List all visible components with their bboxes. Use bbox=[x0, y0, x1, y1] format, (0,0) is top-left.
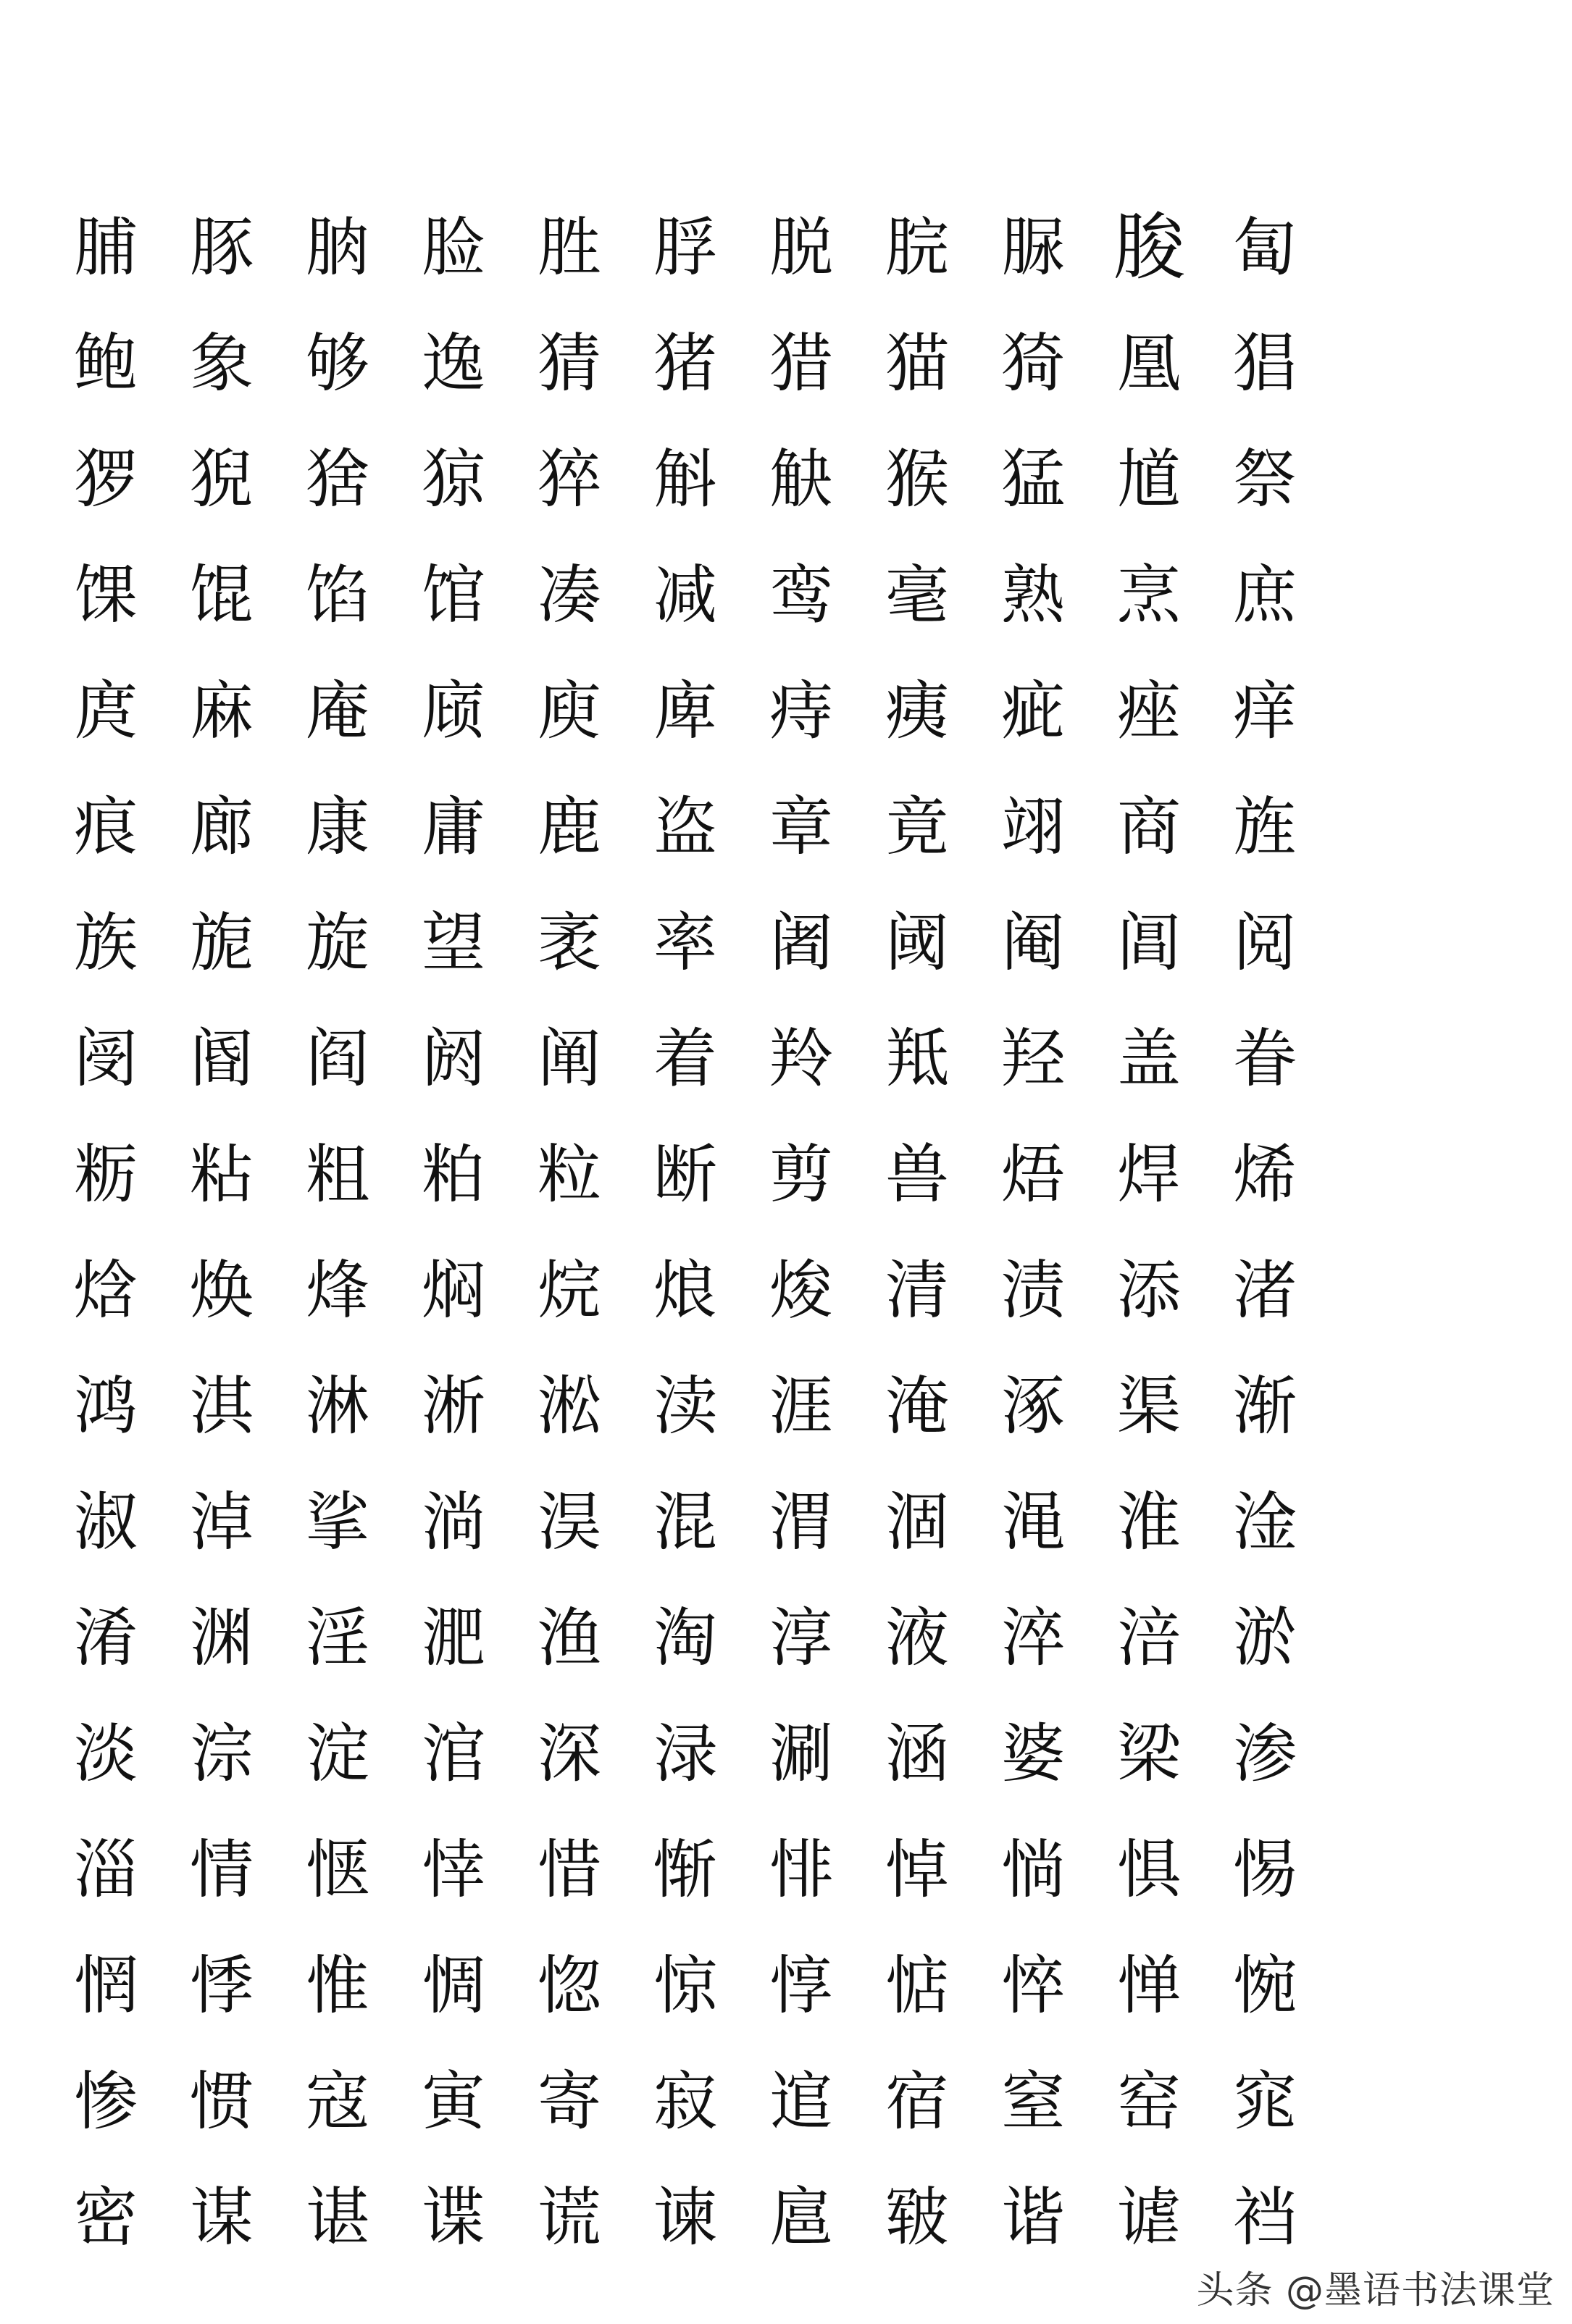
character-cell: 裆 bbox=[1232, 2180, 1297, 2254]
character-cell: 袤 bbox=[537, 905, 601, 980]
character-cell: 脬 bbox=[653, 210, 717, 285]
character-cell: 烹 bbox=[1116, 558, 1181, 632]
character-cell: 渎 bbox=[653, 1369, 717, 1443]
character-cell: 淝 bbox=[421, 1601, 485, 1675]
character-cell: 脱 bbox=[769, 210, 833, 285]
character-cell: 渊 bbox=[189, 1601, 254, 1675]
character-cell: 旋 bbox=[305, 905, 369, 980]
character-cell: 惆 bbox=[421, 1948, 485, 2023]
character-cell: 惝 bbox=[1000, 1832, 1065, 1907]
character-cell: 谋 bbox=[189, 2180, 254, 2254]
character-cell: 液 bbox=[885, 1601, 949, 1675]
character-cell: 寇 bbox=[305, 2064, 369, 2139]
character-cell: 淮 bbox=[1116, 1485, 1181, 1559]
character-cell: 阐 bbox=[537, 1021, 601, 1096]
character-cell: 渐 bbox=[1232, 1369, 1297, 1443]
character-cell: 庳 bbox=[653, 674, 717, 748]
character-cell: 淄 bbox=[73, 1832, 138, 1907]
character-cell: 率 bbox=[653, 905, 717, 980]
character-cell: 阌 bbox=[73, 1021, 138, 1096]
character-cell: 康 bbox=[305, 789, 369, 864]
character-cell: 淘 bbox=[653, 1601, 717, 1675]
character-cell: 章 bbox=[769, 789, 833, 864]
character-cell: 淤 bbox=[1232, 1601, 1297, 1675]
character-cell: 够 bbox=[305, 326, 369, 400]
character-cell: 渗 bbox=[1232, 1716, 1297, 1791]
character-row bbox=[48, 1233, 1323, 1348]
character-cell: 淖 bbox=[189, 1485, 254, 1559]
character-cell: 粗 bbox=[305, 1137, 369, 1212]
character-cell: 猡 bbox=[73, 442, 138, 516]
character-cell: 悸 bbox=[189, 1948, 254, 2023]
character-cell: 涸 bbox=[885, 1485, 949, 1559]
character-cell: 脸 bbox=[421, 210, 485, 285]
character-cell: 渑 bbox=[1000, 1485, 1065, 1559]
character-cell: 庾 bbox=[537, 674, 601, 748]
character-cell: 匐 bbox=[1232, 210, 1297, 285]
character-cell: 猗 bbox=[1000, 326, 1065, 400]
character-cell: 悼 bbox=[885, 1832, 949, 1907]
character-row bbox=[48, 2160, 1323, 2275]
character-cell: 阍 bbox=[189, 1021, 254, 1096]
character-cell: 猄 bbox=[421, 442, 485, 516]
character-cell: 疵 bbox=[1000, 674, 1065, 748]
character-cell: 淑 bbox=[73, 1485, 138, 1559]
character-cell: 惜 bbox=[537, 1832, 601, 1907]
character-cell: 痕 bbox=[73, 789, 138, 864]
character-cell: 凑 bbox=[537, 558, 601, 632]
character-cell: 痒 bbox=[1232, 674, 1297, 748]
character-cell: 逸 bbox=[421, 326, 485, 400]
character-cell: 阎 bbox=[305, 1021, 369, 1096]
character-cell: 烯 bbox=[1232, 1137, 1297, 1212]
character-cell: 涫 bbox=[421, 1716, 485, 1791]
character-row bbox=[48, 1812, 1323, 1928]
character-row bbox=[48, 1464, 1323, 1580]
character-cell: 兽 bbox=[885, 1137, 949, 1212]
character-cell: 渚 bbox=[1232, 1253, 1297, 1327]
character-cell: 惚 bbox=[537, 1948, 601, 2023]
character-grid bbox=[48, 190, 1323, 2275]
character-cell: 淌 bbox=[421, 1485, 485, 1559]
character-cell: 斛 bbox=[653, 442, 717, 516]
character-cell: 脘 bbox=[885, 210, 949, 285]
character-row bbox=[48, 885, 1323, 1001]
character-cell: 旎 bbox=[189, 905, 254, 980]
character-cell: 谎 bbox=[537, 2180, 601, 2254]
character-cell: 混 bbox=[653, 1485, 717, 1559]
character-cell: 谍 bbox=[421, 2180, 485, 2254]
character-cell: 鲍 bbox=[73, 326, 138, 400]
character-cell: 族 bbox=[73, 905, 138, 980]
character-cell: 痔 bbox=[769, 674, 833, 748]
character-cell: 象 bbox=[189, 326, 254, 400]
character-cell: 猛 bbox=[1000, 442, 1065, 516]
character-cell: 猝 bbox=[537, 442, 601, 516]
character-cell: 惬 bbox=[305, 1832, 369, 1907]
character-cell: 猖 bbox=[1232, 326, 1297, 400]
character-row bbox=[48, 769, 1323, 885]
character-cell: 寅 bbox=[421, 2064, 485, 2139]
character-cell: 扈 bbox=[769, 2180, 833, 2254]
character-cell: 谑 bbox=[1116, 2180, 1181, 2254]
character-cell: 涵 bbox=[885, 1716, 949, 1791]
character-cell: 淇 bbox=[189, 1369, 254, 1443]
character-cell: 涪 bbox=[1116, 1601, 1181, 1675]
character-cell: 阊 bbox=[1116, 905, 1181, 980]
character-cell: 深 bbox=[537, 1716, 601, 1791]
character-cell: 烽 bbox=[305, 1253, 369, 1327]
character-cell: 清 bbox=[885, 1253, 949, 1327]
character-cell: 粘 bbox=[189, 1137, 254, 1212]
character-cell: 阉 bbox=[1000, 905, 1065, 980]
character-cell: 焊 bbox=[1116, 1137, 1181, 1212]
character-row bbox=[48, 653, 1323, 769]
character-cell: 馅 bbox=[305, 558, 369, 632]
character-cell: 涯 bbox=[769, 1369, 833, 1443]
character-cell: 宿 bbox=[885, 2064, 949, 2139]
character-cell: 渍 bbox=[1000, 1253, 1065, 1327]
character-cell: 淡 bbox=[73, 1716, 138, 1791]
character-cell: 盖 bbox=[1116, 1021, 1181, 1096]
character-cell: 庸 bbox=[421, 789, 485, 864]
character-cell: 焐 bbox=[1000, 1137, 1065, 1212]
character-cell: 猴 bbox=[885, 442, 949, 516]
character-cell: 羚 bbox=[769, 1021, 833, 1096]
character-cell: 寂 bbox=[653, 2064, 717, 2139]
character-cell: 着 bbox=[653, 1021, 717, 1096]
character-cell: 涮 bbox=[769, 1716, 833, 1791]
character-cell: 猫 bbox=[885, 326, 949, 400]
character-cell: 盗 bbox=[653, 789, 717, 864]
character-cell: 淬 bbox=[1000, 1601, 1065, 1675]
character-cell: 梁 bbox=[1116, 1716, 1181, 1791]
character-cell: 馄 bbox=[189, 558, 254, 632]
character-cell: 旌 bbox=[1232, 789, 1297, 864]
character-cell: 廊 bbox=[189, 789, 254, 864]
character-cell: 惋 bbox=[1232, 1948, 1297, 2023]
character-cell: 悱 bbox=[769, 1832, 833, 1907]
character-row bbox=[48, 2044, 1323, 2160]
character-cell: 惟 bbox=[305, 1948, 369, 2023]
character-cell: 胜 bbox=[537, 210, 601, 285]
character-cell: 猎 bbox=[769, 326, 833, 400]
character-cell: 脲 bbox=[1000, 210, 1065, 285]
character-cell: 商 bbox=[1116, 789, 1181, 864]
character-cell: 鸿 bbox=[73, 1369, 138, 1443]
character-cell: 密 bbox=[73, 2180, 138, 2254]
character-cell: 羝 bbox=[885, 1021, 949, 1096]
character-cell: 窕 bbox=[1232, 2064, 1297, 2139]
character-cell: 凰 bbox=[1116, 326, 1181, 400]
character-cell: 毫 bbox=[885, 558, 949, 632]
character-row bbox=[48, 421, 1323, 537]
character-row bbox=[48, 1001, 1323, 1117]
character-cell: 粝 bbox=[73, 1137, 138, 1212]
character-row bbox=[48, 1696, 1323, 1812]
character-row bbox=[48, 1348, 1323, 1464]
character-cell: 朘 bbox=[1113, 205, 1185, 290]
character-cell: 痤 bbox=[1116, 674, 1181, 748]
character-cell: 惕 bbox=[1232, 1832, 1297, 1907]
character-cell: 淆 bbox=[73, 1601, 138, 1675]
character-cell: 羟 bbox=[1000, 1021, 1065, 1096]
character-cell: 窒 bbox=[1000, 2064, 1065, 2139]
character-cell: 断 bbox=[653, 1137, 717, 1212]
character-cell: 淳 bbox=[769, 1601, 833, 1675]
character-cell: 鹿 bbox=[537, 789, 601, 864]
character-cell: 渔 bbox=[537, 1601, 601, 1675]
character-cell: 淙 bbox=[189, 1716, 254, 1791]
character-cell: 减 bbox=[653, 558, 717, 632]
character-cell: 庶 bbox=[1232, 558, 1297, 632]
character-cell: 淋 bbox=[305, 1369, 369, 1443]
character-cell: 馃 bbox=[73, 558, 138, 632]
character-row bbox=[48, 1117, 1323, 1233]
character-cell: 阅 bbox=[1232, 905, 1297, 980]
character-cell: 挲 bbox=[305, 1485, 369, 1559]
character-cell: 猊 bbox=[189, 442, 254, 516]
character-cell: 庵 bbox=[305, 674, 369, 748]
character-cell: 惊 bbox=[653, 1948, 717, 2023]
character-cell: 觖 bbox=[769, 442, 833, 516]
character-cell: 粒 bbox=[537, 1137, 601, 1212]
character-cell: 情 bbox=[189, 1832, 254, 1907]
character-cell: 竟 bbox=[885, 789, 949, 864]
character-cell: 麻 bbox=[189, 674, 254, 748]
character-cell: 庼 bbox=[421, 674, 485, 748]
character-cell: 焖 bbox=[421, 1253, 485, 1327]
character-cell: 粕 bbox=[421, 1137, 485, 1212]
character-cell: 脯 bbox=[73, 210, 138, 285]
character-cell: 惯 bbox=[189, 2064, 254, 2139]
character-cell: 渠 bbox=[1116, 1369, 1181, 1443]
character-cell: 馗 bbox=[1116, 442, 1181, 516]
character-cell: 谏 bbox=[653, 2180, 717, 2254]
character-cell: 阈 bbox=[885, 905, 949, 980]
character-cell: 逭 bbox=[769, 2064, 833, 2139]
character-cell: 添 bbox=[1116, 1253, 1181, 1327]
character-cell: 悻 bbox=[421, 1832, 485, 1907]
character-cell: 朒 bbox=[305, 210, 369, 285]
character-cell: 熟 bbox=[1000, 558, 1065, 632]
character-cell: 猞 bbox=[305, 442, 369, 516]
watermark-text: 头条 @墨语书法课堂 bbox=[1196, 2269, 1555, 2312]
character-cell: 窑 bbox=[1116, 2064, 1181, 2139]
character-cell: 望 bbox=[421, 905, 485, 980]
character-cell: 渌 bbox=[653, 1716, 717, 1791]
character-cell: 惨 bbox=[73, 2064, 138, 2139]
character-cell: 惧 bbox=[1116, 1832, 1181, 1907]
character-cell: 婆 bbox=[1000, 1716, 1065, 1791]
character-cell: 鸾 bbox=[769, 558, 833, 632]
character-cell: 渭 bbox=[769, 1485, 833, 1559]
character-cell: 焕 bbox=[189, 1253, 254, 1327]
character-row bbox=[48, 537, 1323, 653]
character-cell: 皲 bbox=[885, 2180, 949, 2254]
character-cell: 寄 bbox=[537, 2064, 601, 2139]
character-row bbox=[48, 1580, 1323, 1696]
character-cell: 阏 bbox=[421, 1021, 485, 1096]
character-cell: 豚 bbox=[189, 210, 254, 285]
character-cell: 烷 bbox=[537, 1253, 601, 1327]
character-cell: 惦 bbox=[885, 1948, 949, 2023]
character-cell: 惇 bbox=[769, 1948, 833, 2023]
character-cell: 烺 bbox=[653, 1253, 717, 1327]
character-cell: 祭 bbox=[1232, 442, 1297, 516]
character-cell: 庹 bbox=[73, 674, 138, 748]
character-cell: 淅 bbox=[421, 1369, 485, 1443]
character-cell: 惘 bbox=[73, 1948, 138, 2023]
character-cell: 淀 bbox=[305, 1716, 369, 1791]
character-cell: 淫 bbox=[305, 1601, 369, 1675]
character-cell: 焌 bbox=[769, 1253, 833, 1327]
character-cell: 馆 bbox=[421, 558, 485, 632]
character-cell: 谐 bbox=[1000, 2180, 1065, 2254]
character-cell: 猪 bbox=[653, 326, 717, 400]
character-cell: 焓 bbox=[73, 1253, 138, 1327]
character-row bbox=[48, 190, 1323, 306]
character-cell: 翊 bbox=[1000, 789, 1065, 864]
character-row bbox=[48, 306, 1323, 421]
character-cell: 淦 bbox=[1232, 1485, 1297, 1559]
character-cell: 淏 bbox=[537, 1485, 601, 1559]
character-cell: 痍 bbox=[885, 674, 949, 748]
character-cell: 谌 bbox=[305, 2180, 369, 2254]
character-cell: 淹 bbox=[885, 1369, 949, 1443]
character-cell: 悴 bbox=[1000, 1948, 1065, 2023]
character-cell: 淞 bbox=[537, 1369, 601, 1443]
character-cell: 惭 bbox=[653, 1832, 717, 1907]
character-cell: 剪 bbox=[769, 1137, 833, 1212]
character-row bbox=[48, 1928, 1323, 2044]
character-cell: 阇 bbox=[769, 905, 833, 980]
character-cell: 猜 bbox=[537, 326, 601, 400]
character-cell: 涿 bbox=[1000, 1369, 1065, 1443]
character-cell: 眷 bbox=[1232, 1021, 1297, 1096]
character-cell: 惮 bbox=[1116, 1948, 1181, 2023]
